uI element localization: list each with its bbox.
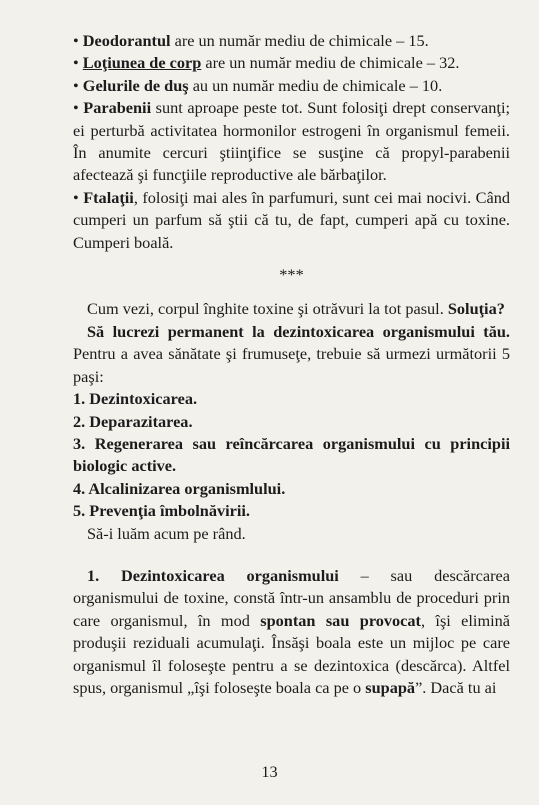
paragraph-detox-definition: 1. Dezintoxicarea organismului – sau descărcarea organismului de toxine, constă într-un ansamblu de proceduri prin care organismul, în mod spontan sau provocat, îşi elimină produşii reziduali acumulaţi. Însăşi boala este un mijloc pe care organismul îl foloseşte pentru a se dezintoxica (descărca). Altfel spus, organismul „îşi foloseşte boala ca pe o supapă”. Dacă tu ai (73, 565, 511, 697)
closing-line: Să-i luăm acum pe rând. (87, 523, 246, 543)
bullet-term: Loţiunea de corp (82, 53, 202, 73)
bullet-term: Ftalaţii (83, 187, 134, 207)
steps-list (73, 388, 510, 522)
bullet-term: Deodorantul (82, 31, 171, 50)
chemical-list (73, 30, 510, 254)
step-item: 1. Dezintoxicarea. (73, 389, 198, 409)
step-item: 3. Regenerarea sau reîncărcarea organismului cu principii biologic active. (73, 433, 510, 476)
step-item: 2. Deparazitarea. (73, 411, 193, 431)
paragraph-detox-intro: Să lucrezi permanent la dezintoxicarea organismului tău. Pentru a avea sănătate şi frumuseţe, trebuie să urmezi următorii 5 paşi: (73, 321, 510, 386)
bullet-parabens: • Parabenii sunt aproape peste tot. Sunt folosiţi drept conservanţi; ei perturbă activitatea hormonilor estrogeni în organismul femeii. În anumite cercuri ştiinţifice se susţine că propyl-parabenii afectează şi funcţiile reproductive ale bărbaţilor. (73, 98, 510, 185)
page-body (73, 30, 510, 699)
bullet-lotion: • Loţiunea de corp are un număr mediu de chimicale – 32. (73, 53, 460, 73)
bullet-term: Gelurile de duş (82, 75, 189, 95)
step-item: 4. Alcalinizarea organismlului. (73, 478, 286, 498)
bullet-deodorant: • Deodorantul are un număr mediu de chimicale – 15. (73, 31, 429, 50)
paragraph-solution: Cum vezi, corpul înghite toxine şi otrăvuri la tot pasul. Soluţia? (87, 299, 505, 319)
bullet-term: Parabenii (83, 98, 152, 118)
bullet-phthalates: • Ftalaţii, folosiţi mai ales în parfumuri, sunt cei mai nocivi. Când cumperi un parfum să ştii că tu, de fapt, cumperi apă cu toxine. Cumperi boală. (73, 187, 510, 252)
step-item: 5. Prevenţia îmbolnăvirii. (73, 501, 250, 521)
section-separator: *** (279, 265, 304, 285)
bullet-shower-gel: • Gelurile de duş au un număr mediu de chimicale – 10. (73, 75, 443, 95)
page-number: 13 (261, 762, 278, 781)
